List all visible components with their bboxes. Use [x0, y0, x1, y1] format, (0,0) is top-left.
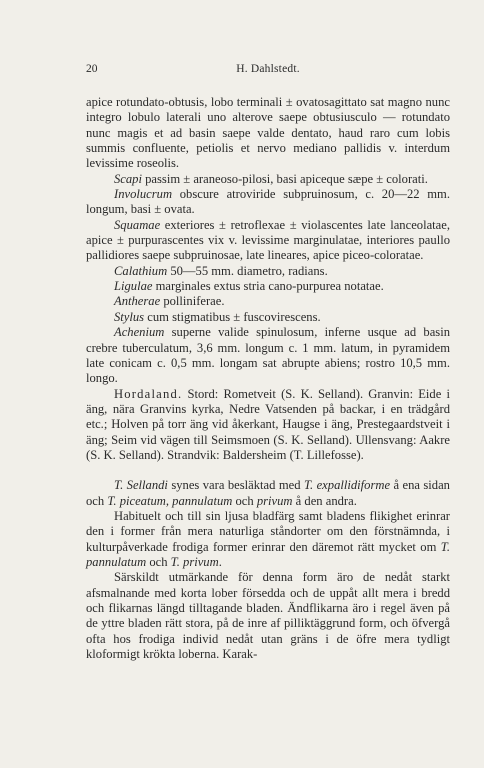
text-run: Stord: Rometveit (S. K. Selland). Granvin: Eide i äng, nära Granvins kyrka, Nedre Vatsenden på backar, i en trädgård etc.; Holven på torr äng vid åkerkant, Haugse i äng, Prestegaardstveit i äng; Seim vid vägen till Seimsmoen (S. K. Selland). Ullensvang: Aakre (S. K. Selland). Strandvik: Baldersheim (T. Lillefosse). [86, 386, 450, 462]
paragraph-achenium [86, 325, 450, 386]
paragraph-affinity [86, 478, 450, 509]
text-run: Involucrum [114, 187, 173, 202]
paragraph-calathium [86, 264, 450, 279]
text-run: T. expallidiforme [303, 478, 391, 493]
paragraph-habit [86, 509, 450, 570]
running-head: H. Dahlstedt. [236, 63, 300, 75]
text-run: superne valide spinulosum, inferne usque ad basin crebre tuberculatum, 3,6 mm. longum c. 1 mm. latum, in pyramidem late conicam c. 0,5 mm. longam sat abrupte abiens; rostro 10,5 mm. longo. [86, 325, 450, 386]
paragraph-characters [86, 570, 450, 662]
text-run: marginales extus stria cano-purpurea notatae. [152, 279, 384, 294]
paragraph-stylus [86, 310, 450, 325]
text-run: T. piceatum, pannulatum [107, 493, 233, 508]
page-number: 20 [86, 63, 98, 75]
text-run: apice rotundato-obtusis, lobo terminali ± ovatosagittato sat magno nunc integro lobulo laterali uno alterove saepe obtusiusculo — rotundato nunc magis et ad basin saepe valde dentato, haud raro cum lobis summis confluente, petiolis et nervo mediano pallidis v. interdum levissime roseolis. [86, 95, 450, 171]
paragraph-involucrum [86, 187, 450, 218]
text-run: Stylus [114, 309, 145, 324]
text-run: Calathium [114, 263, 168, 278]
text-run: synes vara besläktad med [167, 478, 304, 493]
text-run: och [146, 554, 171, 569]
text-run: Särskildt utmärkande för denna form äro de nedåt starkt afsmalnande med korta lober försedda och de uppåt allt mera i bredd och flikarnas längd tilltagande bladen. Ändflikarna äro i regel även på de yttre bladen rätt stora, på de inre af pilliktäggrund form, och öfvergå ofta hos frodiga individ nedåt utan gräns i de öfre mera tydligt kloformigt krökta loberna. Karak- [86, 570, 450, 662]
paragraph-squamae [86, 218, 450, 264]
paragraph-ligulae [86, 279, 450, 294]
text-run: polliniferae. [160, 294, 225, 309]
paragraph-description-leaves [86, 95, 450, 172]
text-run: och [232, 493, 257, 508]
text-run: å den andra. [292, 493, 357, 508]
page-header [86, 62, 450, 76]
text-run: Habituelt och till sin ljusa bladfärg samt bladens flikighet erinrar den i former från mera naturliga ståndorter om den förstnämnda, i kulturpåverkade frodiga former erinrar den däremot rätt mycket om [86, 508, 450, 554]
text-run: exteriores ± retroflexae ± violascentes late lanceolatae, apice ± purpurascentes vix v. levissime marginulatae, interiores paullo pallidiores saepe subpruinosae, late lineares, apice piceo-coloratae. [86, 217, 450, 263]
text-run: passim ± araneoso-pilosi, basi apiceque sæpe ± colorati. [141, 171, 428, 186]
text-run: . [218, 554, 222, 569]
text-run: Scapi [114, 171, 142, 186]
text-run: T. Sellandi [114, 478, 168, 493]
text-run: cum stigmatibus ± fuscovirescens. [144, 309, 321, 324]
paragraph-localities [86, 387, 450, 464]
text-run: Achenium [114, 325, 165, 340]
text-run: å ena sidan och [86, 478, 450, 508]
paragraph-scapi [86, 172, 450, 187]
text-run: 50—55 mm. diametro, radians. [167, 263, 328, 278]
text-run: T. privum [170, 554, 219, 569]
text-run: Ligulae [114, 279, 153, 294]
text-run: Squamae [114, 217, 161, 232]
text-run: T. pannulatum [86, 539, 450, 569]
text-run: Hordaland. [114, 386, 183, 401]
body-text [86, 95, 450, 662]
text-run: privum [256, 493, 293, 508]
text-run: obscure atroviride subpruinosum, c. 20—22 mm. longum, basi ± ovata. [86, 187, 450, 217]
paragraph-antherae [86, 294, 450, 309]
text-run: Antherae [114, 294, 161, 309]
